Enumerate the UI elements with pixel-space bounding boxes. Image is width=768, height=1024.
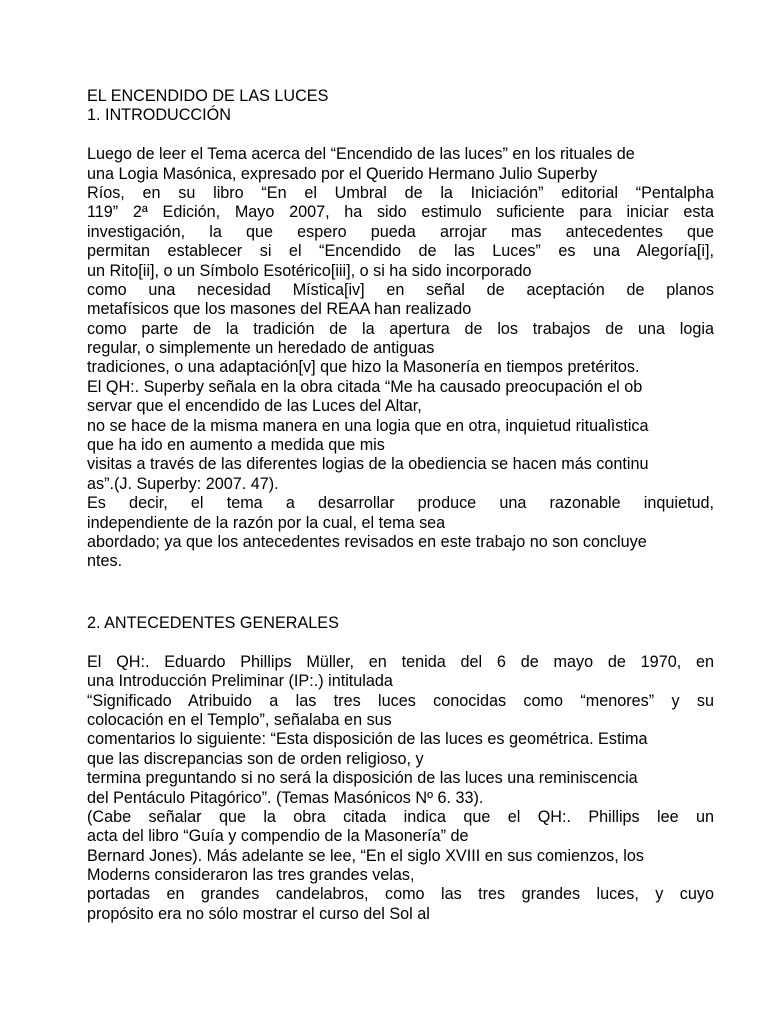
blank-line (87, 126, 714, 145)
paragraph-line: colocación en el Templo”, señalaba en sus (87, 710, 392, 729)
paragraph-line: Ríos, en su libro “En el Umbral de la Iniciación” editorial “Pentalpha (87, 183, 714, 202)
section-2 (87, 614, 714, 924)
paragraph-line: un Rito[ii], o un Símbolo Esotérico[iii], o si ha sido incorporado (87, 261, 532, 280)
paragraph-line: como parte de la tradición de la apertura de los trabajos de una logia (87, 319, 714, 338)
paragraph-line: El QH:. Eduardo Phillips Müller, en tenida del 6 de mayo de 1970, en (87, 652, 714, 671)
paragraph-line: servar que el encendido de las Luces del Altar, (87, 397, 422, 416)
paragraph-line: El QH:. Superby señala en la obra citada “Me ha causado preocupación el ob (87, 377, 643, 396)
section-1 (87, 87, 714, 572)
paragraph-line: tradiciones, o una adaptación[v] que hizo la Masonería en tiempos pretéritos. (87, 358, 640, 377)
section-2-heading: 2. ANTECEDENTES GENERALES (87, 614, 339, 632)
paragraph-line: del Pentáculo Pitagórico”. (Temas Masónicos Nº 6. 33). (87, 788, 484, 807)
section-1-body (87, 145, 714, 572)
paragraph-line: Es decir, el tema a desarrollar produce una razonable inquietud, (87, 494, 714, 513)
paragraph-line: permitan establecer si el “Encendido de las Luces” es una Alegoría[i], (87, 242, 714, 261)
paragraph-line: independiente de la razón por la cual, el tema sea (87, 513, 446, 532)
paragraph-line: investigación, la que espero pueda arrojar mas antecedentes que (87, 222, 714, 241)
paragraph-line: Moderns consideraron las tres grandes velas, (87, 866, 415, 885)
document-title: EL ENCENDIDO DE LAS LUCES (87, 87, 329, 105)
paragraph-line: “Significado Atribuido a las tres luces conocidas como “menores” y su (87, 691, 714, 710)
paragraph-line: (Cabe señalar que la obra citada indica que el QH:. Phillips lee un (87, 807, 714, 826)
section-2-body (87, 653, 714, 924)
paragraph-line: regular, o simplemente un heredado de antiguas (87, 339, 435, 358)
paragraph-line: portadas en grandes candelabros, como las tres grandes luces, y cuyo (87, 885, 714, 904)
paragraph-line: que ha ido en aumento a medida que mis (87, 436, 385, 455)
section-1-heading: 1. INTRODUCCIÓN (87, 106, 231, 125)
paragraph-line: 119” 2ª Edición, Mayo 2007, ha sido estimulo suficiente para iniciar esta (87, 203, 714, 222)
paragraph-line: comentarios lo siguiente: “Esta disposición de las luces es geométrica. Estima (87, 730, 648, 749)
paragraph-line: abordado; ya que los antecedentes revisados en este trabajo no son concluye (87, 532, 647, 551)
paragraph-line: termina preguntando si no será la disposición de las luces una reminiscencia (87, 769, 638, 788)
paragraph-line: ntes. (87, 552, 123, 571)
paragraph-line: no se hace de la misma manera en una logia que en otra, inquietud ritualìstica (87, 416, 649, 435)
paragraph-line: propósito era no sólo mostrar el curso del Sol al (87, 904, 430, 923)
paragraph-line: Bernard Jones). Más adelante se lee, “En el siglo XVIII en sus comienzos, los (87, 846, 644, 865)
paragraph-line: Luego de leer el Tema acerca del “Encendido de las luces” en los rituales de (87, 145, 635, 164)
paragraph-line: que las discrepancias son de orden religioso, y (87, 749, 424, 768)
paragraph-line: una Introducción Preliminar (IP:.) intitulada (87, 672, 393, 691)
blank-line (87, 633, 714, 652)
paragraph-line: visitas a través de las diferentes logias de la obediencia se hacen más continu (87, 455, 649, 474)
paragraph-line: una Logia Masónica, expresado por el Querido Hermano Julio Superby (87, 164, 598, 183)
paragraph-line: as”.(J. Superby: 2007. 47). (87, 474, 279, 493)
paragraph-line: como una necesidad Mística[iv] en señal de aceptación de planos (87, 280, 714, 299)
paragraph-line: acta del libro “Guía y compendio de la Masonería” de (87, 827, 469, 846)
paragraph-line: metafísicos que los masones del REAA han realizado (87, 300, 472, 319)
